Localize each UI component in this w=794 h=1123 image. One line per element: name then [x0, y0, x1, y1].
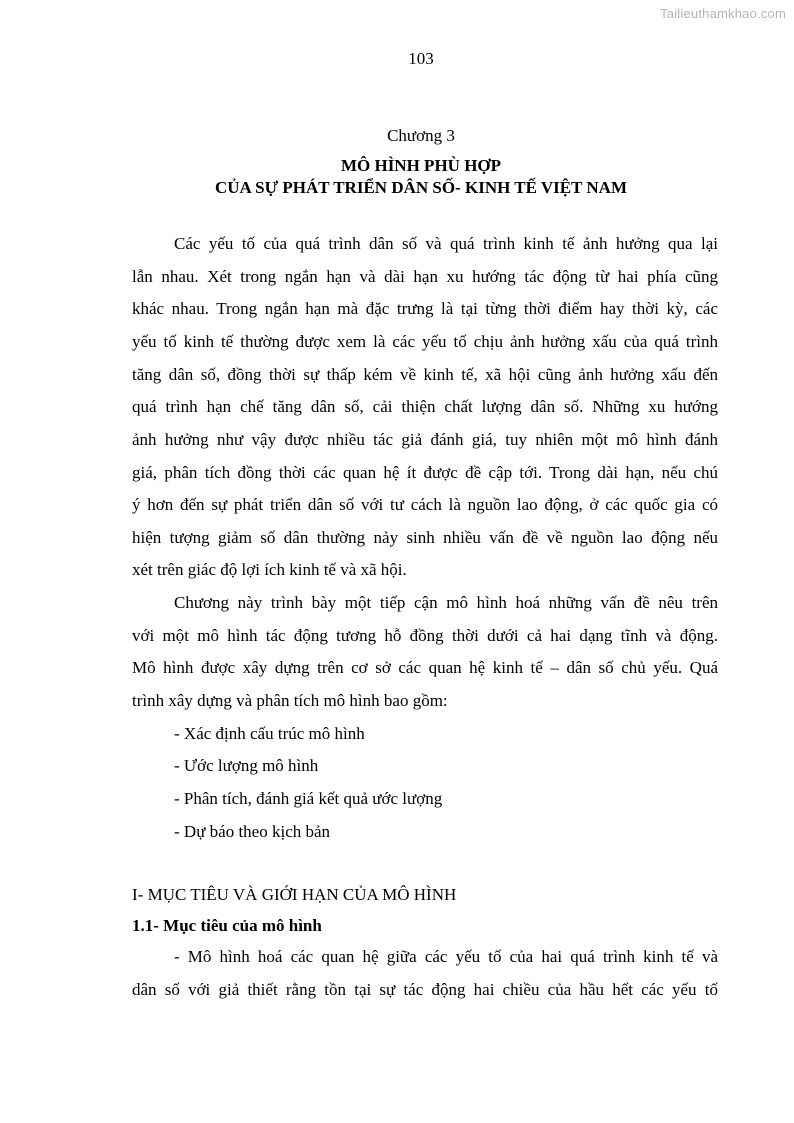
text-line: ý hơn đến sự phát triển dân số với tư cách là nguồn lao động, ở các quốc gia có	[132, 495, 718, 514]
text-line: hiện tượng giảm số dân thường nảy sinh nhiều vấn đề về nguồn lao động nếu	[132, 528, 718, 547]
chapter-label: Chương 3	[387, 126, 455, 145]
text-line: Các yếu tố của quá trình dân số và quá trình kinh tế ảnh hưởng qua lại	[174, 234, 718, 253]
chapter-title-line-1: MÔ HÌNH PHÙ HỢP	[340, 156, 502, 175]
text-line: dân số với giả thiết rằng tồn tại sự tác động hai chiều của hầu hết các yếu tố	[132, 980, 718, 999]
text-line: với một mô hình tác động tương hỗ đồng thời dưới cả hai dạng tĩnh và động.	[132, 626, 718, 645]
list-item: - Phân tích, đánh giá kết quả ước lượng	[174, 789, 443, 808]
chapter-title-line-2: CỦA SỰ PHÁT TRIỂN DÂN SỐ- KINH TẾ VIỆT NAM	[214, 178, 628, 197]
text-line: khác nhau. Trong ngắn hạn mà đặc trưng là tại từng thời điểm hay thời kỳ, các	[132, 299, 718, 318]
text-line: lẫn nhau. Xét trong ngắn hạn và dài hạn xu hướng tác động từ hai phía cũng	[132, 267, 718, 286]
text-line: tăng dân số, đồng thời sự thấp kém về kinh tế, xã hội cũng ảnh hưởng xấu đến	[132, 365, 718, 384]
text-line: xét trên giác độ lợi ích kinh tế và xã hội.	[132, 560, 407, 579]
page-number: 103	[408, 49, 434, 68]
text-line: - Mô hình hoá các quan hệ giữa các yếu tố của hai quá trình kinh tế và	[174, 947, 718, 966]
list-item: - Xác định cấu trúc mô hình	[174, 724, 365, 743]
list-item: - Dự báo theo kịch bản	[174, 822, 331, 841]
list-item: - Ước lượng mô hình	[174, 756, 319, 775]
text-line: quá trình hạn chế tăng dân số, cải thiện chất lượng dân số. Những xu hướng	[132, 397, 718, 416]
text-line: ảnh hưởng như vậy được nhiều tác giả đánh giá, tuy nhiên một mô hình đánh	[132, 430, 718, 449]
text-line: yếu tố kinh tế thường được xem là các yếu tố chịu ảnh hưởng xấu của quá trình	[132, 332, 718, 351]
text-line: Mô hình được xây dựng trên cơ sở các quan hệ kinh tế – dân số chủ yếu. Quá	[132, 658, 718, 677]
section-heading: I- MỤC TIÊU VÀ GIỚI HẠN CỦA MÔ HÌNH	[132, 885, 457, 904]
text-line: giá, phân tích đồng thời các quan hệ ít được đề cập tới. Trong dài hạn, nếu chú	[132, 463, 718, 482]
text-line: Chương này trình bày một tiếp cận mô hình hoá những vấn đề nêu trên	[174, 593, 718, 612]
text-line: trình xây dựng và phân tích mô hình bao gồm:	[132, 691, 448, 710]
watermark: Tailieuthamkhao.com	[660, 6, 786, 21]
subsection-heading: 1.1- Mục tiêu của mô hình	[132, 916, 322, 935]
